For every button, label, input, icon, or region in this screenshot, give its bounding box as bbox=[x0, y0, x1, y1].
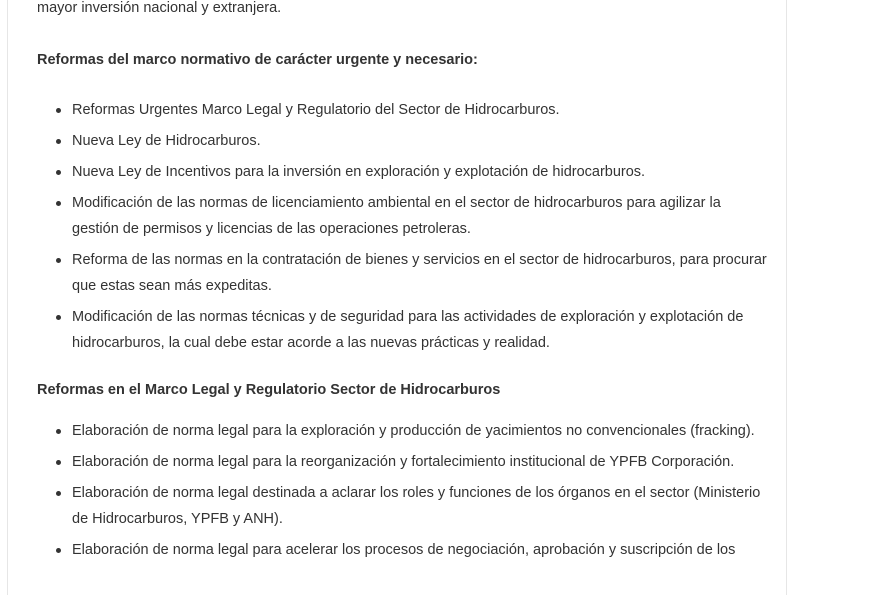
list-item: Reforma de las normas en la contratación de bienes y servicios en el sector de hidrocarburos, para procurar que estas sean más expeditas. bbox=[37, 247, 767, 299]
intro-paragraph-tail: mayor inversión nacional y extranjera. bbox=[37, 0, 282, 16]
section-heading-urgent-reforms: Reformas del marco normativo de carácter urgente y necesario: bbox=[37, 52, 478, 68]
legal-framework-list bbox=[37, 418, 767, 563]
list-item: Modificación de las normas de licenciamiento ambiental en el sector de hidrocarburos para agilizar la gestión de permisos y licencias de las operaciones petroleras. bbox=[37, 190, 767, 242]
article-card bbox=[7, 0, 787, 595]
list-item: Elaboración de norma legal para la exploración y producción de yacimientos no convencionales (fracking). bbox=[37, 418, 767, 444]
list-item: Modificación de las normas técnicas y de seguridad para las actividades de exploración y explotación de hidrocarburos, la cual debe estar acorde a las nuevas prácticas y realidad. bbox=[37, 304, 767, 356]
list-item: Elaboración de norma legal para la reorganización y fortalecimiento institucional de YPFB Corporación. bbox=[37, 449, 767, 475]
section-heading-legal-framework: Reformas en el Marco Legal y Regulatorio Sector de Hidrocarburos bbox=[37, 382, 501, 398]
list-item: Reformas Urgentes Marco Legal y Regulatorio del Sector de Hidrocarburos. bbox=[37, 97, 767, 123]
list-item: Nueva Ley de Hidrocarburos. bbox=[37, 128, 767, 154]
urgent-reforms-list bbox=[37, 97, 767, 356]
list-item: Elaboración de norma legal para acelerar los procesos de negociación, aprobación y suscripción de los bbox=[37, 537, 767, 563]
list-item: Elaboración de norma legal destinada a aclarar los roles y funciones de los órganos en el sector (Ministerio de Hidrocarburos, YPFB y ANH). bbox=[37, 480, 767, 532]
list-item: Nueva Ley de Incentivos para la inversión en exploración y explotación de hidrocarburos. bbox=[37, 159, 767, 185]
